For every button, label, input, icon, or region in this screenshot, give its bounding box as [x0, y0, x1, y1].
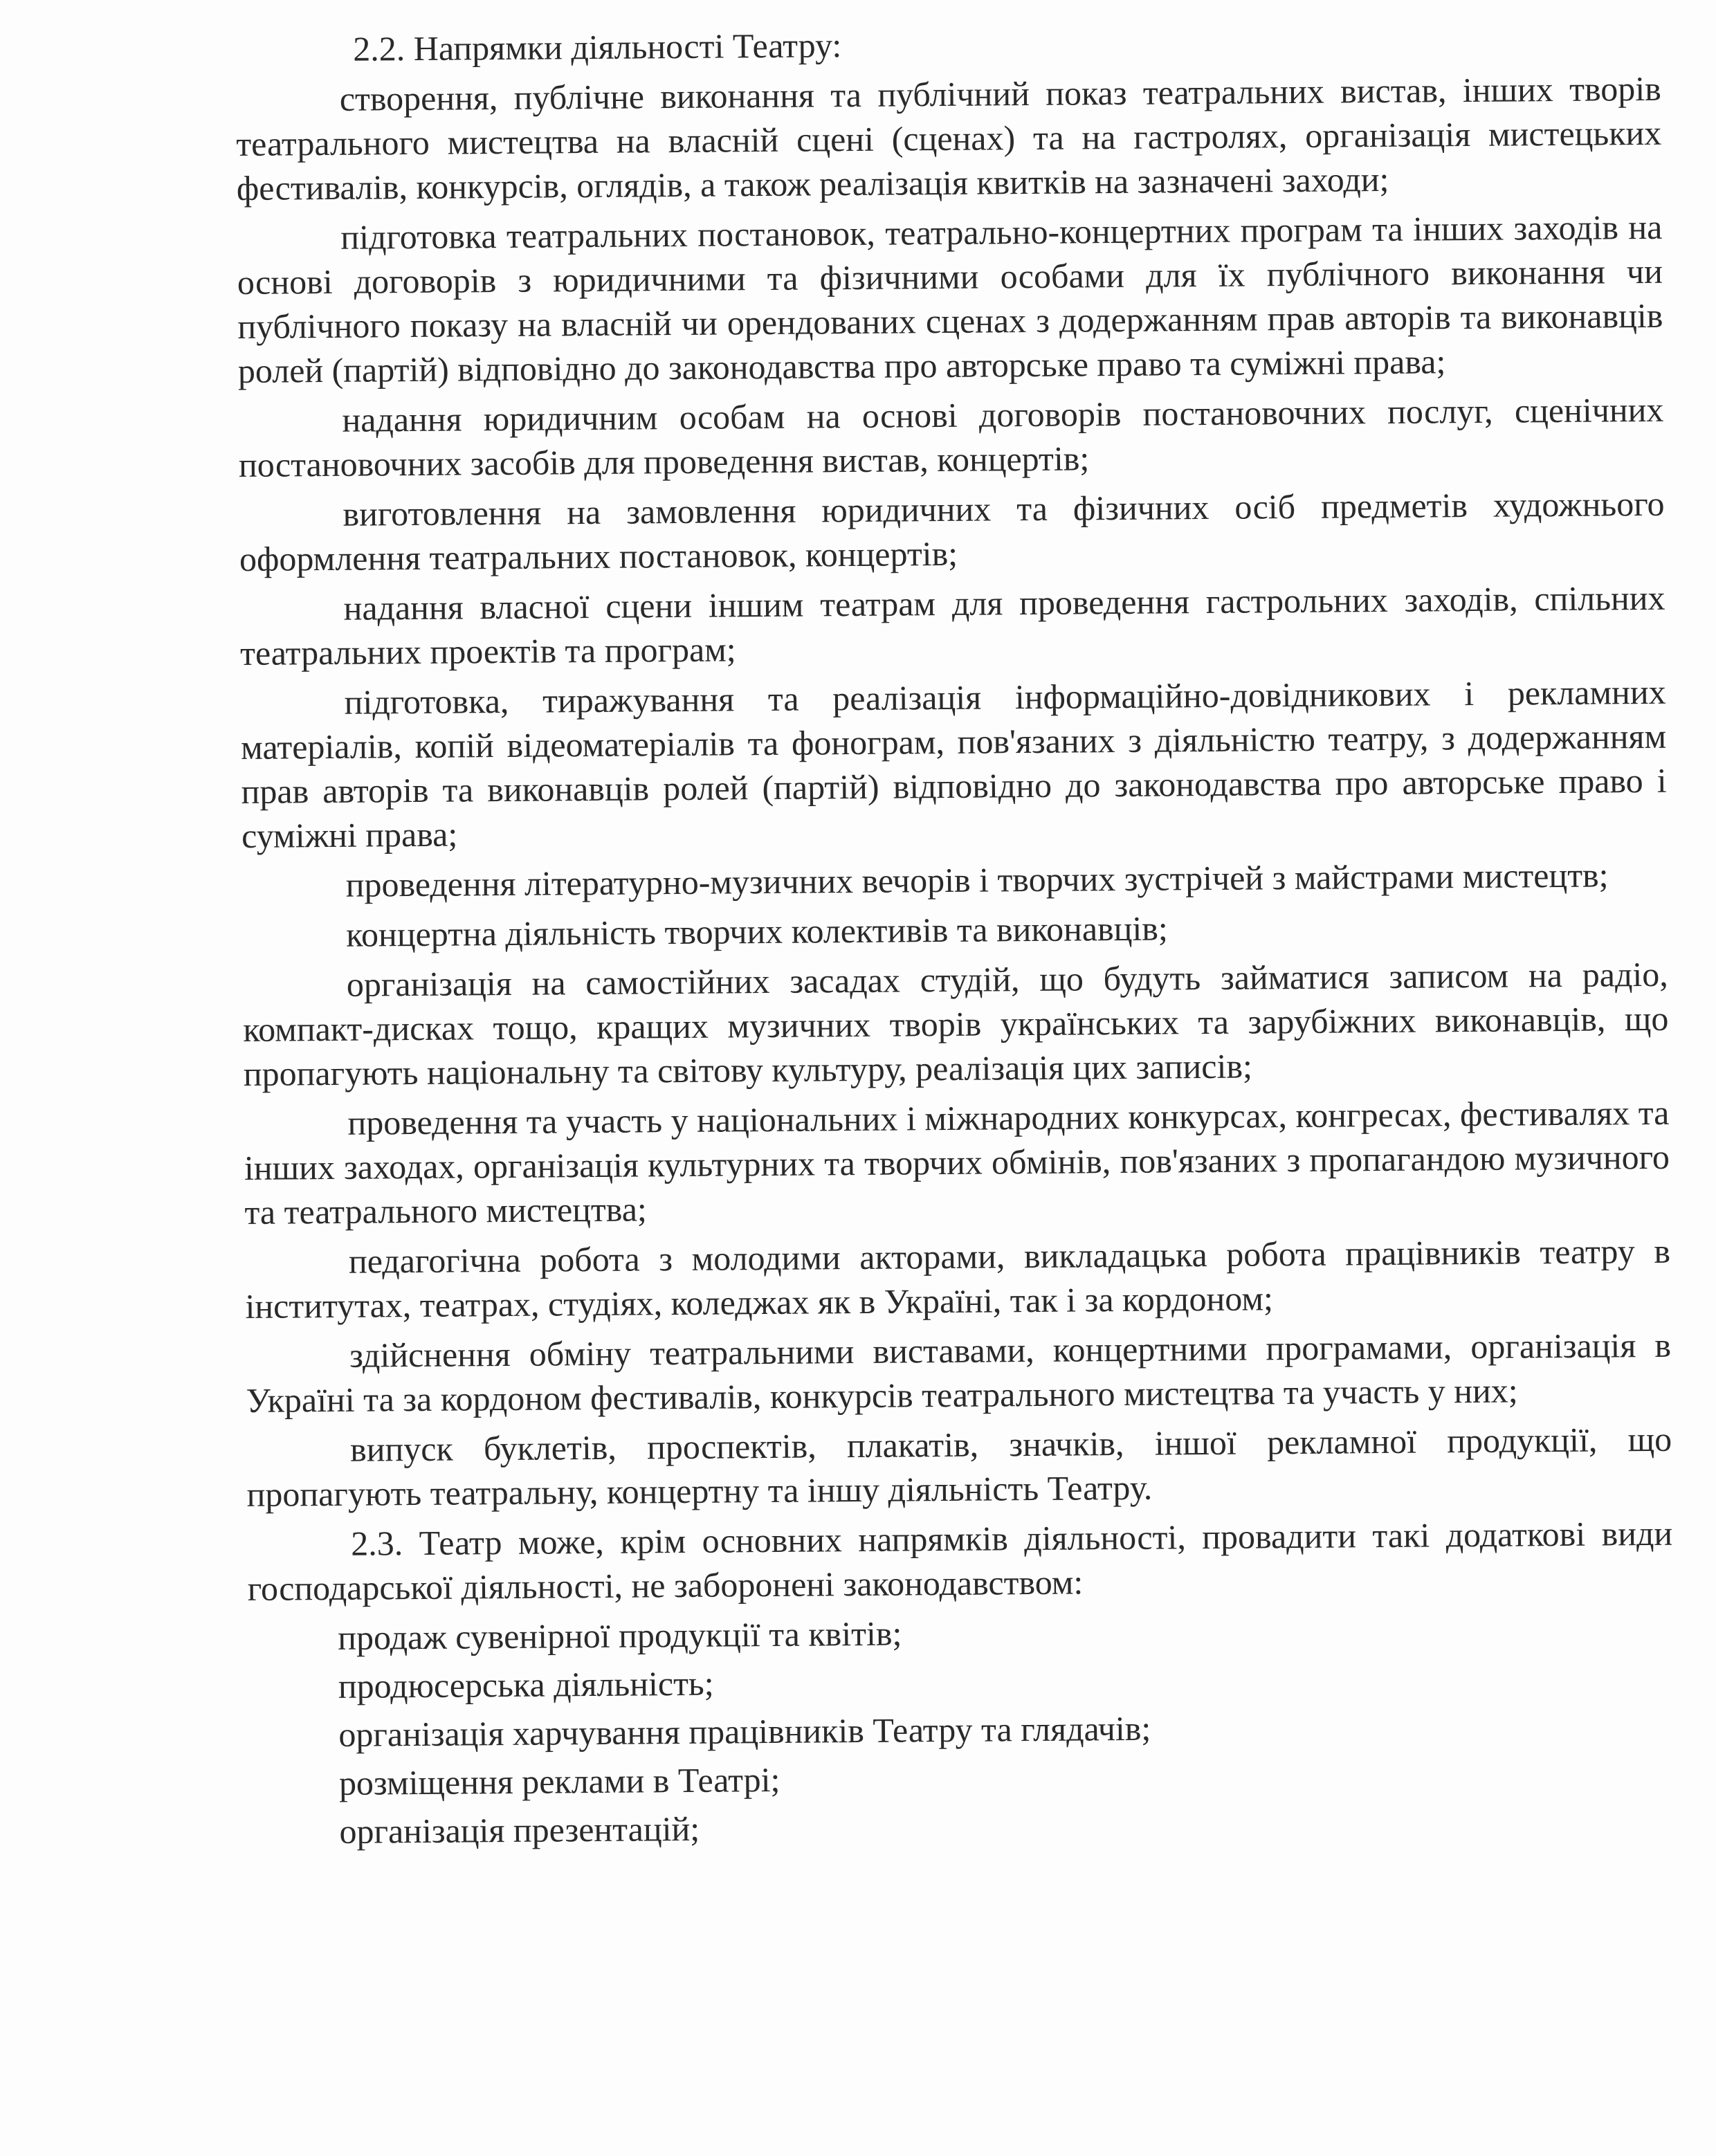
paragraph: випуск буклетів, проспектів, плакатів, значків, іншої рекламної продукції, що пропагують театральну, концертну та іншу діяльність Театру. — [246, 1419, 1672, 1514]
section-paragraph-2-3: 2.3. Театр може, крім основних напрямків діяльності, провадити такі додаткові види господарської діяльності, не заборонені законодавством: — [247, 1513, 1673, 1608]
document-body — [235, 17, 1675, 1858]
paragraph: проведення літературно-музичних вечорів і творчих зустрічей з майстрами мистецтв; — [345, 855, 1609, 904]
paragraph: підготовка, тиражування та реалізація інформаційно-довідникових і рекламних матеріалів, копій відеоматеріалів та фонограм, пов'язаних з діяльністю театру, з додержанням прав авторів та виконавців ролей (партій) відповідно до законодавства про авторське право і суміжні права; — [240, 672, 1667, 855]
paragraph: підготовка театральних постановок, театрально-концертних програм та інших заходів на основі договорів з юридичними та фізичними особами для їх публічного виконання чи публічного показу на власній чи орендованих сценах з додержанням прав авторів та виконавців ролей (партій) відповідно до законодавства про авторське право та суміжні права; — [237, 207, 1663, 390]
list-item: продаж сувенірної продукції та квітів; — [338, 1614, 902, 1657]
paragraph: виготовлення на замовлення юридичних та фізичних осіб предметів художнього оформлення театральних постановок, концертів; — [239, 484, 1665, 578]
list-item: організація презентацій; — [339, 1809, 700, 1851]
paragraph: створення, публічне виконання та публічний показ театральних вистав, інших творів театрального мистецтва на власній сцені (сценах) та на гастролях, організація мистецьких фестивалів, конкурсів, оглядів, а також реалізація квитків на зазначені заходи; — [236, 68, 1662, 208]
list-item: продюсерська діяльність; — [338, 1663, 714, 1706]
list-item: організація харчування працівників Театру та глядачів; — [338, 1708, 1151, 1754]
paragraph: концертна діяльність творчих колективів та виконавців; — [346, 908, 1169, 954]
list-item: розміщення реклами в Театрі; — [338, 1760, 781, 1802]
paragraph: педагогічна робота з молодими акторами, викладацька робота працівників театру в інститутах, театрах, студіях, коледжах як в Україні, так і за кордоном; — [245, 1231, 1671, 1326]
paragraph: надання власної сцени іншим театрам для проведення гастрольних заходів, спільних театральних проектів та програм; — [239, 578, 1665, 673]
paragraph: здійснення обміну театральними виставами, концертними програмами, організація в Україні та за кордоном фестивалів, конкурсів театрального мистецтва та участь у них; — [246, 1325, 1672, 1420]
section-heading-2-2: 2.2. Напрямки діяльності Театру: — [353, 26, 842, 68]
paragraph: проведення та участь у національних і міжнародних конкурсах, конгресах, фестивалях та інших заходах, організація культурних та творчих обмінів, пов'язаних з пропагандою музичного та театрального мистецтва; — [244, 1093, 1670, 1232]
paragraph: організація на самостійних засадах студій, що будуть займатися записом на радіо, компакт-дисках тощо, кращих музичних творів українських та зарубіжних виконавців, що пропагують національну та світову культуру, реалізація цих записів; — [243, 954, 1669, 1093]
paragraph: надання юридичним особам на основі договорів постановочних послуг, сценічних постановочних засобів для проведення вистав, концертів; — [238, 390, 1664, 484]
